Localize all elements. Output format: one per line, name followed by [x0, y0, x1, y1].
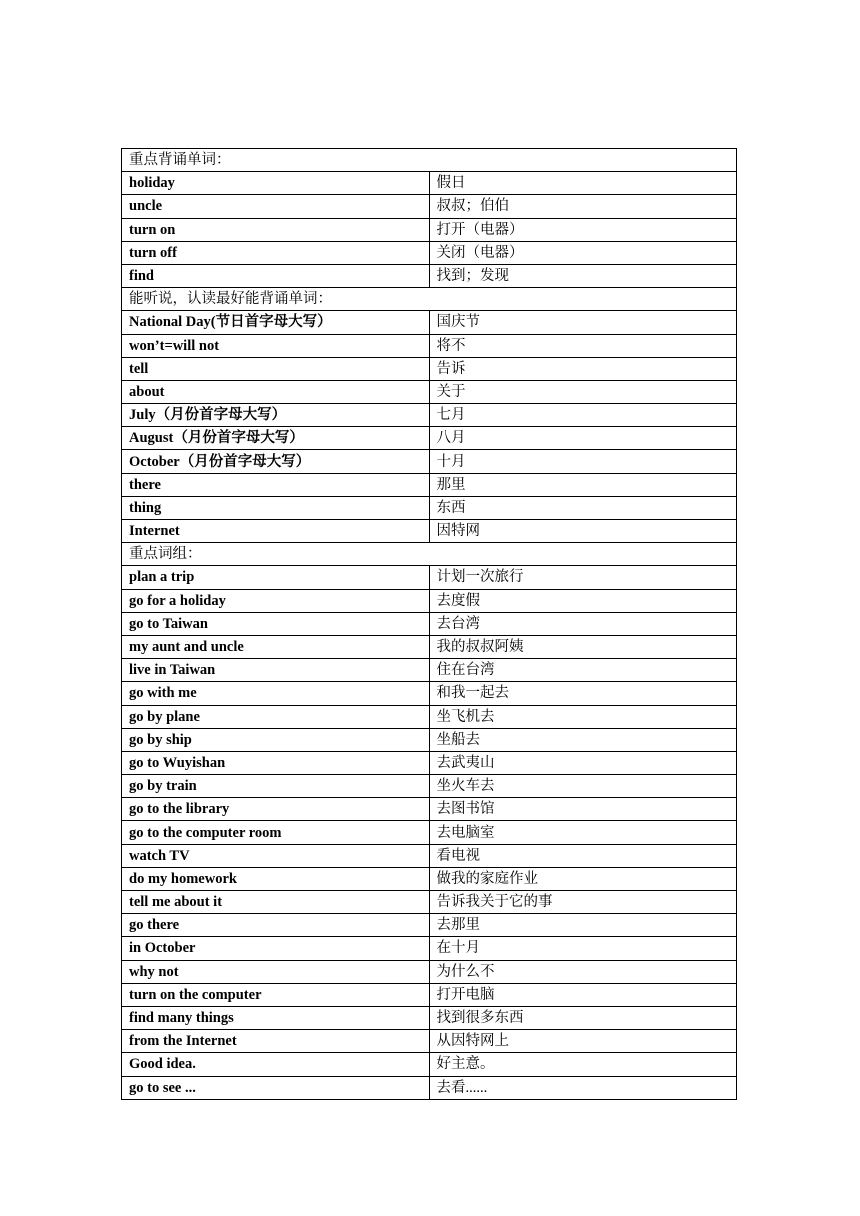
- chinese-meaning: 将不: [429, 334, 737, 357]
- table-row: [122, 380, 737, 403]
- table-row: [122, 218, 737, 241]
- chinese-meaning: 计划一次旅行: [429, 566, 737, 589]
- english-term: go by plane: [122, 705, 430, 728]
- english-term: turn on: [122, 218, 430, 241]
- english-term: won’t=will not: [122, 334, 430, 357]
- table-row: [122, 844, 737, 867]
- table-row: [122, 357, 737, 380]
- table-row: [122, 520, 737, 543]
- english-term: in October: [122, 937, 430, 960]
- table-row: [122, 960, 737, 983]
- chinese-meaning: 去度假: [429, 589, 737, 612]
- chinese-meaning: 叔叔；伯伯: [429, 195, 737, 218]
- table-row: [122, 450, 737, 473]
- english-term: about: [122, 380, 430, 403]
- english-term: tell: [122, 357, 430, 380]
- chinese-meaning: 找到很多东西: [429, 1006, 737, 1029]
- english-term: find many things: [122, 1006, 430, 1029]
- english-term: go there: [122, 914, 430, 937]
- table-row: [122, 1053, 737, 1076]
- chinese-meaning: 东西: [429, 496, 737, 519]
- section-heading-row: [122, 543, 737, 566]
- chinese-meaning: 去看......: [429, 1076, 737, 1099]
- english-term: holiday: [122, 172, 430, 195]
- table-row: [122, 798, 737, 821]
- english-term: go by train: [122, 775, 430, 798]
- table-row: [122, 659, 737, 682]
- chinese-meaning: 去图书馆: [429, 798, 737, 821]
- chinese-meaning: 从因特网上: [429, 1030, 737, 1053]
- table-row: [122, 496, 737, 519]
- table-row: [122, 589, 737, 612]
- chinese-meaning: 坐船去: [429, 728, 737, 751]
- english-term: go with me: [122, 682, 430, 705]
- table-row: [122, 682, 737, 705]
- table-row: [122, 404, 737, 427]
- table-row: [122, 427, 737, 450]
- english-term: there: [122, 473, 430, 496]
- chinese-meaning: 和我一起去: [429, 682, 737, 705]
- chinese-meaning: 为什么不: [429, 960, 737, 983]
- english-term: October（月份首字母大写）: [122, 450, 430, 473]
- table-row: [122, 1076, 737, 1099]
- table-row: [122, 264, 737, 287]
- table-row: [122, 334, 737, 357]
- english-term: Good idea.: [122, 1053, 430, 1076]
- chinese-meaning: 去台湾: [429, 612, 737, 635]
- english-term: go to see ...: [122, 1076, 430, 1099]
- section-heading: 重点词组：: [122, 543, 737, 566]
- english-term: Internet: [122, 520, 430, 543]
- english-term: July（月份首字母大写）: [122, 404, 430, 427]
- chinese-meaning: 坐火车去: [429, 775, 737, 798]
- english-term: go to Wuyishan: [122, 751, 430, 774]
- chinese-meaning: 八月: [429, 427, 737, 450]
- english-term: from the Internet: [122, 1030, 430, 1053]
- section-heading-row: [122, 149, 737, 172]
- chinese-meaning: 国庆节: [429, 311, 737, 334]
- table-row: [122, 867, 737, 890]
- english-term: my aunt and uncle: [122, 635, 430, 658]
- english-term: go to the computer room: [122, 821, 430, 844]
- english-term: go to the library: [122, 798, 430, 821]
- table-row: [122, 914, 737, 937]
- section-heading: 重点背诵单词：: [122, 149, 737, 172]
- table-row: [122, 612, 737, 635]
- chinese-meaning: 好主意。: [429, 1053, 737, 1076]
- english-term: thing: [122, 496, 430, 519]
- chinese-meaning: 去武夷山: [429, 751, 737, 774]
- table-row: [122, 473, 737, 496]
- table-row: [122, 728, 737, 751]
- table-row: [122, 311, 737, 334]
- table-row: [122, 635, 737, 658]
- table-row: [122, 195, 737, 218]
- chinese-meaning: 去电脑室: [429, 821, 737, 844]
- english-term: go by ship: [122, 728, 430, 751]
- table-row: [122, 705, 737, 728]
- chinese-meaning: 那里: [429, 473, 737, 496]
- english-term: why not: [122, 960, 430, 983]
- english-term: go to Taiwan: [122, 612, 430, 635]
- chinese-meaning: 十月: [429, 450, 737, 473]
- chinese-meaning: 看电视: [429, 844, 737, 867]
- chinese-meaning: 假日: [429, 172, 737, 195]
- section-heading: 能听说，认读最好能背诵单词：: [122, 288, 737, 311]
- table-row: [122, 172, 737, 195]
- table-row: [122, 821, 737, 844]
- table-row: [122, 241, 737, 264]
- table-row: [122, 983, 737, 1006]
- english-term: turn off: [122, 241, 430, 264]
- english-term: turn on the computer: [122, 983, 430, 1006]
- chinese-meaning: 在十月: [429, 937, 737, 960]
- chinese-meaning: 做我的家庭作业: [429, 867, 737, 890]
- chinese-meaning: 告诉我关于它的事: [429, 891, 737, 914]
- english-term: National Day(节日首字母大写）: [122, 311, 430, 334]
- chinese-meaning: 去那里: [429, 914, 737, 937]
- chinese-meaning: 坐飞机去: [429, 705, 737, 728]
- english-term: uncle: [122, 195, 430, 218]
- table-row: [122, 1030, 737, 1053]
- chinese-meaning: 关闭（电器）: [429, 241, 737, 264]
- chinese-meaning: 找到；发现: [429, 264, 737, 287]
- table-row: [122, 751, 737, 774]
- chinese-meaning: 我的叔叔阿姨: [429, 635, 737, 658]
- chinese-meaning: 关于: [429, 380, 737, 403]
- chinese-meaning: 住在台湾: [429, 659, 737, 682]
- english-term: August（月份首字母大写）: [122, 427, 430, 450]
- chinese-meaning: 因特网: [429, 520, 737, 543]
- chinese-meaning: 打开（电器）: [429, 218, 737, 241]
- chinese-meaning: 告诉: [429, 357, 737, 380]
- english-term: go for a holiday: [122, 589, 430, 612]
- english-term: plan a trip: [122, 566, 430, 589]
- table-row: [122, 775, 737, 798]
- english-term: live in Taiwan: [122, 659, 430, 682]
- vocabulary-table: [121, 148, 737, 1100]
- table-row: [122, 566, 737, 589]
- chinese-meaning: 七月: [429, 404, 737, 427]
- section-heading-row: [122, 288, 737, 311]
- english-term: tell me about it: [122, 891, 430, 914]
- english-term: watch TV: [122, 844, 430, 867]
- english-term: find: [122, 264, 430, 287]
- chinese-meaning: 打开电脑: [429, 983, 737, 1006]
- table-row: [122, 937, 737, 960]
- english-term: do my homework: [122, 867, 430, 890]
- table-row: [122, 891, 737, 914]
- table-row: [122, 1006, 737, 1029]
